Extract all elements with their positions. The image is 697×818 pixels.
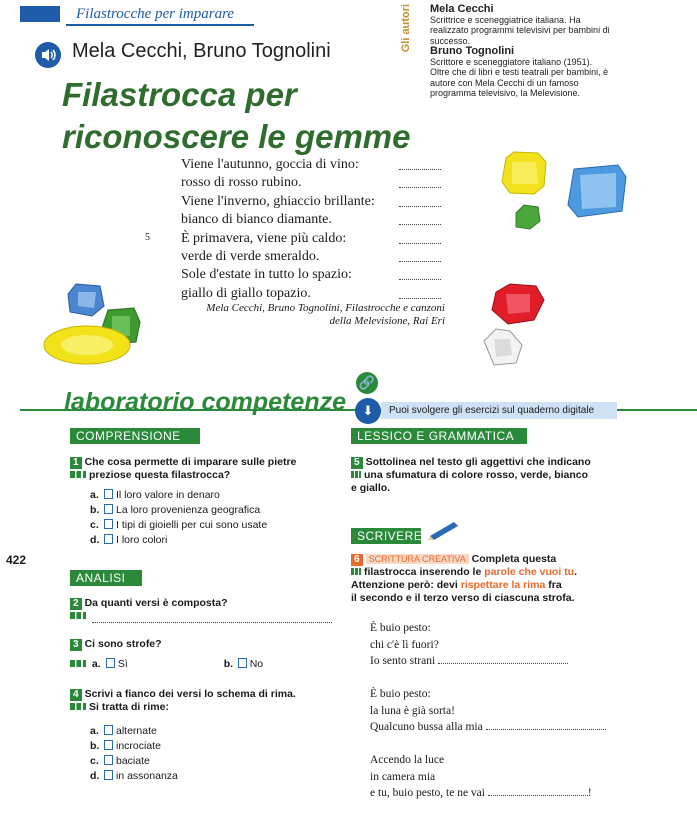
header-tab [20,6,60,22]
question-3-options [70,657,263,672]
poem-line: bianco di bianco diamante. [181,211,446,229]
poem-line: verde di verde smeraldo. [181,248,446,266]
speaker-icon [35,42,61,68]
creative-writing-badge: SCRITTURA CREATIVA [366,554,469,564]
checkbox[interactable] [104,755,113,765]
question-4: 4 Scrivi a fianco dei versi lo schema di rima. Si tratta di rime: [70,688,340,714]
poem-line: Viene l'autunno, goccia di vino: [181,156,446,174]
option[interactable]: b. incrociate [90,740,161,752]
poem-line: Sole d'estate in tutto lo spazio: [181,266,446,284]
difficulty-icon [70,471,86,478]
question-6: 6 SCRITTURA CREATIVA Completa questa filastrocca inserendo le parole che vuoi tu. Attenzione però: devi rispettare la rima fra il secondo e il terzo verso di ciascuna strofa. [351,553,577,604]
scrivere-header: SCRIVERE [351,528,421,544]
poem-line: Viene l'inverno, ghiaccio brillante: [181,193,446,211]
poem-title [62,74,411,158]
link-icon[interactable]: 🔗 [356,372,378,394]
difficulty-icon [351,568,361,575]
checkbox[interactable] [104,504,113,514]
audio-icon[interactable] [35,42,61,68]
rhyme-blank[interactable] [399,261,441,262]
download-icon[interactable]: ⬇ [355,398,381,424]
option[interactable]: d. I loro colori [90,534,168,546]
option[interactable]: a. Sì [91,658,128,670]
option[interactable]: b. No [223,658,264,670]
option[interactable]: b. La loro provenienza geografica [90,504,261,516]
verse-line: in camera mia [370,770,436,783]
authors-box [430,4,610,99]
author1-bio: Scrittrice e sceneggiatrice italiana. Ha realizzato programmi televisivi per bambini di successo. [430,14,610,46]
checkbox[interactable] [106,658,115,668]
page-number: 422 [6,553,27,567]
verse-line: chi c'è lì fuori? [370,638,439,651]
checkbox[interactable] [104,489,113,499]
question-2: 2 Da quanti versi è composta? [70,597,340,623]
diamond-gem-icon [566,163,628,219]
checkbox[interactable] [104,740,113,750]
option[interactable]: c. I tipi di gioielli per cui sono usate [90,519,268,531]
author2-bio: Scrittore e sceneggiatore italiano (1951). Oltre che di libri e testi teatrali per bambini, è autore con Mela Cecchi di un famoso programma televisivo, la Melevisione. [430,56,609,98]
fill-blank[interactable] [438,654,568,664]
lessico-header: LESSICO E GRAMMATICA [351,428,527,444]
option[interactable]: a. alternate [90,725,157,737]
authors-side-label: Gli autori [400,4,412,53]
pencil-icon [426,518,462,540]
author2-name: Bruno Tognolini [430,45,515,57]
emerald-small-gem-icon [512,203,542,231]
question-1: 1 Che cosa permette di imparare sulle pietre preziose questa filastrocca? [70,456,340,482]
fill-blank[interactable] [486,720,606,730]
poem-line: giallo di giallo topazio. [181,285,446,303]
rhyme-blank[interactable] [399,206,441,207]
rhyme-blank[interactable] [399,187,441,188]
verse-line: È buio pesto: [370,688,431,700]
fill-blank[interactable] [488,786,588,796]
white-diamond-gem-icon [480,327,524,367]
option[interactable]: c. baciate [90,755,150,767]
comprensione-header: COMPRENSIONE [70,428,200,444]
verse-line: Io sento strani [370,653,670,670]
section-title: Filastrocche per imparare [76,6,235,22]
digital-notebook-note: Puoi svolgere gli esercizi sul quaderno digitale [381,402,617,419]
checkbox[interactable] [104,534,113,544]
poem-body [181,156,446,303]
rhyme-blank[interactable] [399,224,441,225]
rhyme-blank[interactable] [399,243,441,244]
author1-name: Mela Cecchi [430,3,494,15]
poem-line: rosso di rosso rubino. [181,174,446,192]
verse-line: È buio pesto: [370,622,431,634]
lab-title: laboratorio competenze [64,388,346,416]
poem-line: È primavera, viene più caldo: [181,230,446,248]
answer-line[interactable] [92,622,332,623]
analisi-header: ANALISI [70,570,142,586]
checkbox[interactable] [238,658,247,668]
poem-citation: Mela Cecchi, Bruno Tognolini, Filastrocche e canzoni della Melevisione, Rai Eri [206,302,445,327]
verse-line: la luna è già sorta! [370,704,455,717]
verse-line: e tu, buio pesto, te ne vai ! [370,787,592,799]
question-4-options [90,724,178,784]
verse-line: Accendo la luce [370,754,445,766]
verse-line: Qualcuno bussa alla mia [370,719,670,736]
ruby-gem-icon [490,282,546,326]
option[interactable]: d. in assonanza [90,770,178,782]
question-3: 3 Ci sono strofe? [70,638,340,651]
title-line-1: Filastrocca per [62,76,297,113]
creative-verses [370,620,670,802]
header-underline [66,24,254,26]
rhyme-blank[interactable] [399,279,441,280]
title-line-2: riconoscere le gemme [62,118,411,155]
question-1-options [90,488,267,548]
yellow-gem-icon [42,323,132,367]
difficulty-icon [351,471,361,478]
checkbox[interactable] [104,770,113,780]
difficulty-icon [70,660,86,667]
checkbox[interactable] [104,519,113,529]
difficulty-icon [70,612,86,619]
line-number: 5 [145,232,150,243]
difficulty-icon [70,703,86,710]
topaz-gem-icon [500,150,548,196]
checkbox[interactable] [104,725,113,735]
option[interactable]: a. Il loro valore in denaro [90,489,220,501]
rhyme-blank[interactable] [399,169,441,170]
question-5: 5 Sottolinea nel testo gli aggettivi che indicano una sfumatura di colore rosso, verde, bianco e giallo. [351,456,591,494]
rhyme-blank[interactable] [399,298,441,299]
poem-authors: Mela Cecchi, Bruno Tognolini [72,40,331,62]
